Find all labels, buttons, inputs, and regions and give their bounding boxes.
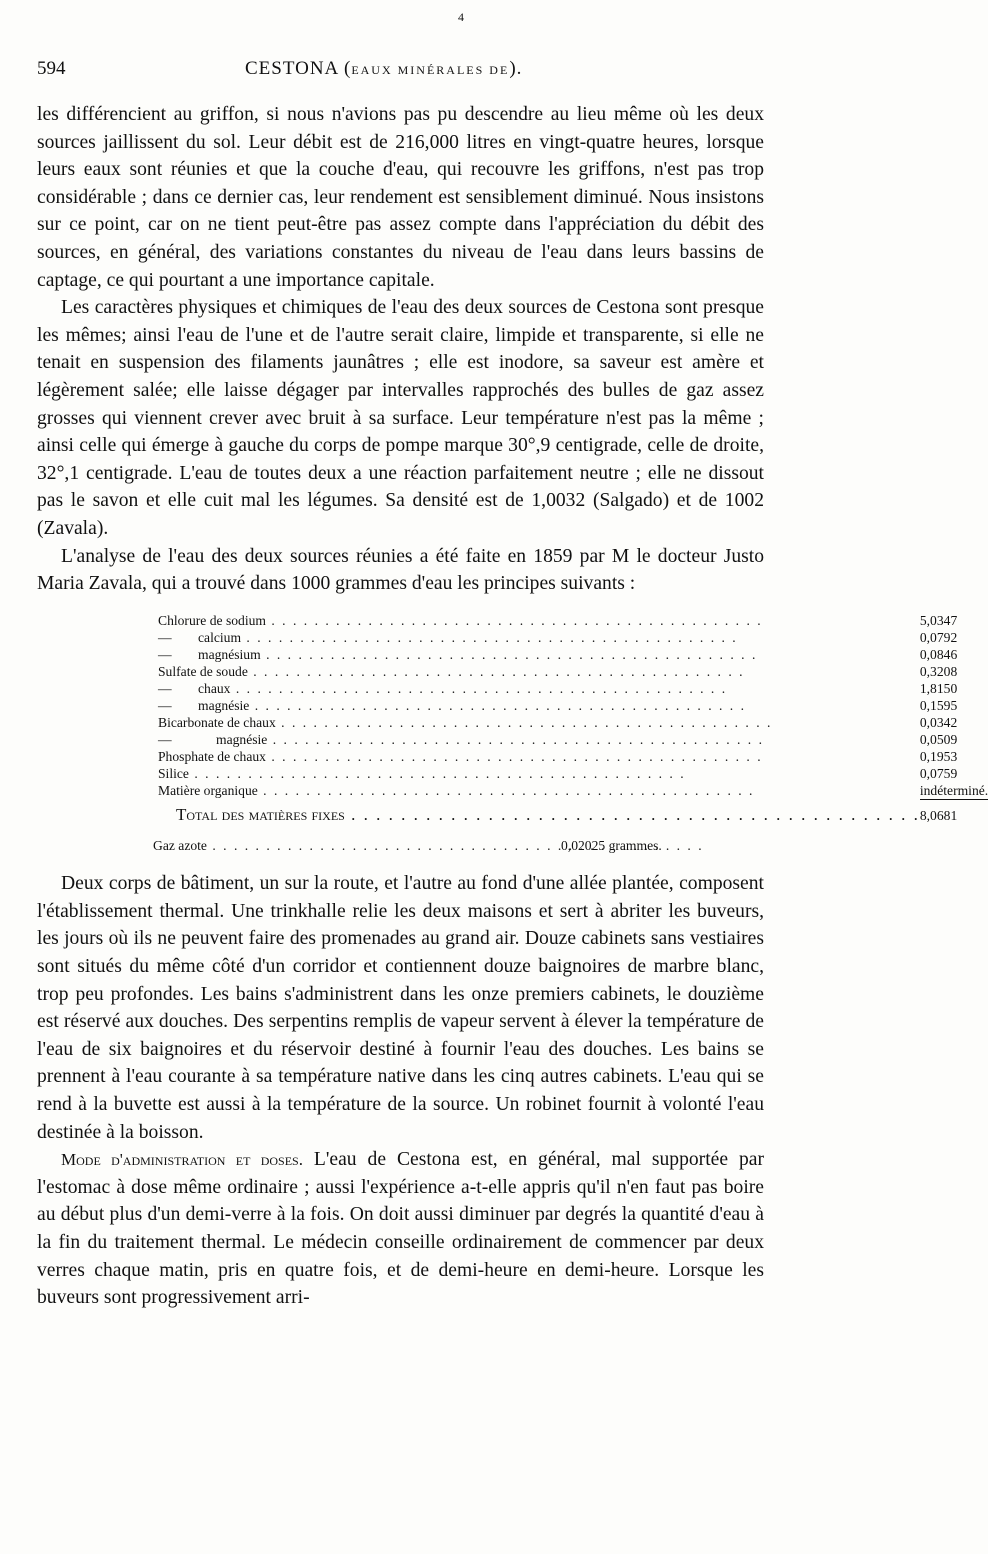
analysis-value: 0,1953 bbox=[919, 748, 958, 764]
analysis-value: 0,0342 bbox=[919, 714, 958, 730]
paragraph-properties: Les caractères physiques et chimiques de l'eau des deux sources de Cestona sont presque les mêmes; ainsi l'eau de l'une et de l'autre serait claire, limpide et transparente, si elle ne tenait en suspension des filaments jaunâtres ; elle est inodore, sa saveur est amère et légèrement salée; elle laisse dégager par intervalles rapprochés des bulles de gaz assez grosses qui viennent crever avec bruit à sa surface. Leur température n'est pas la même ; ainsi celle qui émerge à gauche du corps de pompe marque 30°,9 centigrade, celle de droite, 32°,1 centigrade. L'eau de toutes deux a une réaction parfaitement neutre ; elle ne dissout pas le savon et elle cuit mal les légumes. Sa densité est de 1,0032 (Salgado) et de 1002 (Zavala). bbox=[37, 297, 764, 539]
analysis-label: magnésie . . . bbox=[198, 698, 746, 713]
analysis-label: Silice . . . bbox=[158, 766, 686, 781]
analysis-label: chaux . . . bbox=[198, 681, 727, 696]
analysis-row bbox=[158, 765, 988, 782]
analysis-row bbox=[158, 731, 988, 748]
page-number: 594 bbox=[37, 58, 66, 79]
analysis-total-row bbox=[158, 799, 988, 824]
running-title-small-caps: EAUX MINÉRALES DE bbox=[351, 63, 510, 77]
analysis-value: 0,1595 bbox=[919, 697, 958, 713]
ditto-dash: — bbox=[158, 629, 172, 645]
analysis-row bbox=[158, 629, 988, 646]
paragraph-administration bbox=[37, 1146, 764, 1312]
analysis-row bbox=[158, 697, 988, 714]
ditto-dash: — bbox=[158, 646, 172, 662]
analysis-row bbox=[158, 680, 988, 697]
paragraph-discharge: les différencient au griffon, si nous n'avions pas pu descendre au lieu même où les deux sources jaillissent du sol. Leur débit est de 216,000 litres en vingt-quatre heures, lorsque leurs eaux sont réunies et que la couche d'eau, qui recouvre les griffons, n'est pas trop considérable ; dans ce dernier cas, leur rendement est sensiblement diminué. Nous insistons sur ce point, car on ne tient peut-être pas assez compte dans l'appréciation du débit des sources, en général, des variations constantes du niveau de l'eau dans leurs bassins de captage, ce qui pourtant a une importance capitale. bbox=[37, 104, 764, 291]
printer-mark: 4 bbox=[458, 10, 464, 24]
paragraph-establishment: Deux corps de bâtiment, un sur la route, et l'autre au fond d'une allée plantée, composent l'établissement thermal. Une trinkhalle relie les deux maisons et sert à abriter les buveurs, les jours où ils ne peuvent faire des promenades au grand air. Douze cabinets sans vestiaires sont situés du même côté d'un corridor et contiennent douze baignoires de marbre blanc, trop peu profondes. Les bains s'administrent dans les onze premiers cabinets, le douzième est réservé aux douches. Des serpentins remplis de vapeur servent à élever la température de l'eau de six baignoires et du réservoir destiné à fournir l'eau des douches. Les bains se prennent à l'eau courante à sa température native dans les cinq autres cabinets. L'eau qui se rend à la buvette est aussi à la température de la source. Un robinet fournit à volonté l'eau destinée à la boisson. bbox=[37, 873, 764, 1143]
analysis-label: Sulfate de soude . . . bbox=[158, 664, 745, 679]
analysis-row bbox=[158, 714, 988, 731]
analysis-row bbox=[158, 748, 988, 765]
running-title-end: ). bbox=[509, 58, 523, 79]
section-heading: Mode d'administration et doses. bbox=[61, 1150, 303, 1170]
running-title-main: CESTONA ( bbox=[245, 58, 352, 79]
gas-label: Gaz azote . . . bbox=[153, 838, 704, 853]
analysis-label: Matière organique . . . bbox=[158, 783, 754, 798]
analysis-row bbox=[158, 646, 988, 663]
analysis-value: 0,0759 bbox=[919, 765, 958, 781]
analysis-label: Chlorure de sodium . . . bbox=[158, 613, 763, 628]
analysis-value: 0,0846 bbox=[919, 646, 958, 662]
analysis-label: Bicarbonate de chaux . . . bbox=[158, 715, 772, 730]
analysis-label: Phosphate de chaux . . . bbox=[158, 749, 763, 764]
analysis-table bbox=[158, 612, 988, 825]
running-header bbox=[37, 36, 764, 79]
analysis-label: magnésium . . . bbox=[198, 647, 757, 662]
gas-value: 0,02025 grammes. bbox=[561, 838, 662, 854]
analysis-row bbox=[158, 612, 988, 629]
analysis-value: 1,8150 bbox=[919, 680, 958, 696]
ditto-dash: — bbox=[158, 697, 172, 713]
analysis-row bbox=[158, 782, 988, 800]
analysis-row bbox=[158, 663, 988, 680]
ditto-dash: — bbox=[158, 680, 172, 696]
analysis-total-value: 8,0681 bbox=[920, 799, 988, 824]
analysis-value: 0,0792 bbox=[919, 629, 958, 645]
running-title bbox=[245, 58, 522, 80]
analysis-label: magnésie . . . bbox=[216, 732, 764, 747]
analysis-value: 0,3208 bbox=[919, 663, 958, 679]
gas-line bbox=[153, 838, 764, 854]
ditto-dash: — bbox=[158, 731, 172, 747]
paragraph-administration-text: L'eau de Cestona est, en général, mal supportée par l'estomac à dose même ordinaire ; aussi l'expérience a-t-elle appris qu'il n'en faut pas boire au début plus d'un demi-verre à la fois. On doit aussi diminuer par degrés la quantité d'eau à la fin du traitement thermal. Le médecin conseille ordinairement de commencer par deux verres chaque matin, pris en quatre fois, et de demi-heure en demi-heure. Lorsque les buveurs sont progressivement arri- bbox=[37, 1149, 764, 1309]
paragraph-analysis-intro: L'analyse de l'eau des deux sources réunies a été faite en 1859 par M le docteur Justo Maria Zavala, qui a trouvé dans 1000 grammes d'eau les principes suivants : bbox=[37, 545, 764, 595]
analysis-value: 0,0509 bbox=[919, 731, 958, 747]
analysis-value: indéterminé. bbox=[919, 782, 988, 798]
document-page bbox=[37, 36, 988, 1312]
analysis-label: calcium . . . bbox=[198, 630, 738, 645]
analysis-total-label: Total des matières fixes . . . bbox=[176, 805, 920, 824]
analysis-value: 5,0347 bbox=[919, 612, 958, 628]
